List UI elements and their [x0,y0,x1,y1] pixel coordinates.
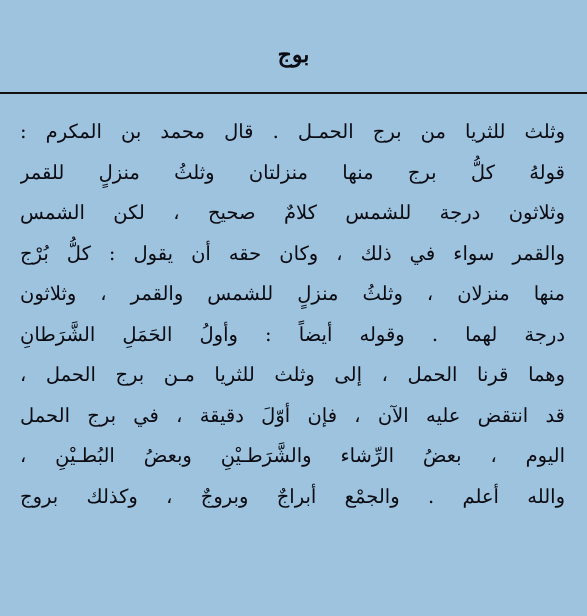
text-line: وثلاثون درجة للشمس كلامٌ صحيح ، لكن الشمس [20,201,565,224]
text-line: قد انتقض عليه الآن ، فإن أوّلَ دقيقة ، في برج الحمل [20,403,565,427]
text-line: اليوم ، بعضُ الرِّشاء والشَّرَطـيْنِ وبعضُ البُطـيْنِ ، [20,444,565,467]
body-text [20,112,565,517]
running-header: بوج [277,42,310,68]
text-line: والله أعلم . والجمْع أبراجٌ وبروجٌ ، وكذلك بروج [20,484,565,508]
text-line: قولهُ كلُّ برج منها منزلتان وثلثُ منزلٍ للقمر [20,160,565,184]
text-line: وهما قرنا الحمل ، إلى وثلث للثريا مـن برج الحمل ، [20,363,565,386]
text-line: منها منزلان ، وثلثُ منزلٍ للشمس والقمر ، وثلاثون [20,282,565,305]
text-line: وثلث للثريا من برج الحمـل . قال محمد بن المكرم : [20,120,565,143]
text-line: درجة لهما . وقوله أيضاً : وأولُ الحَمَلِ الشَّرَطانِ [20,322,565,346]
header-rule [0,92,587,94]
text-line: والقمر سواء في ذلك ، وكان حقه أن يقول : كلُّ بُرْج [20,241,565,265]
